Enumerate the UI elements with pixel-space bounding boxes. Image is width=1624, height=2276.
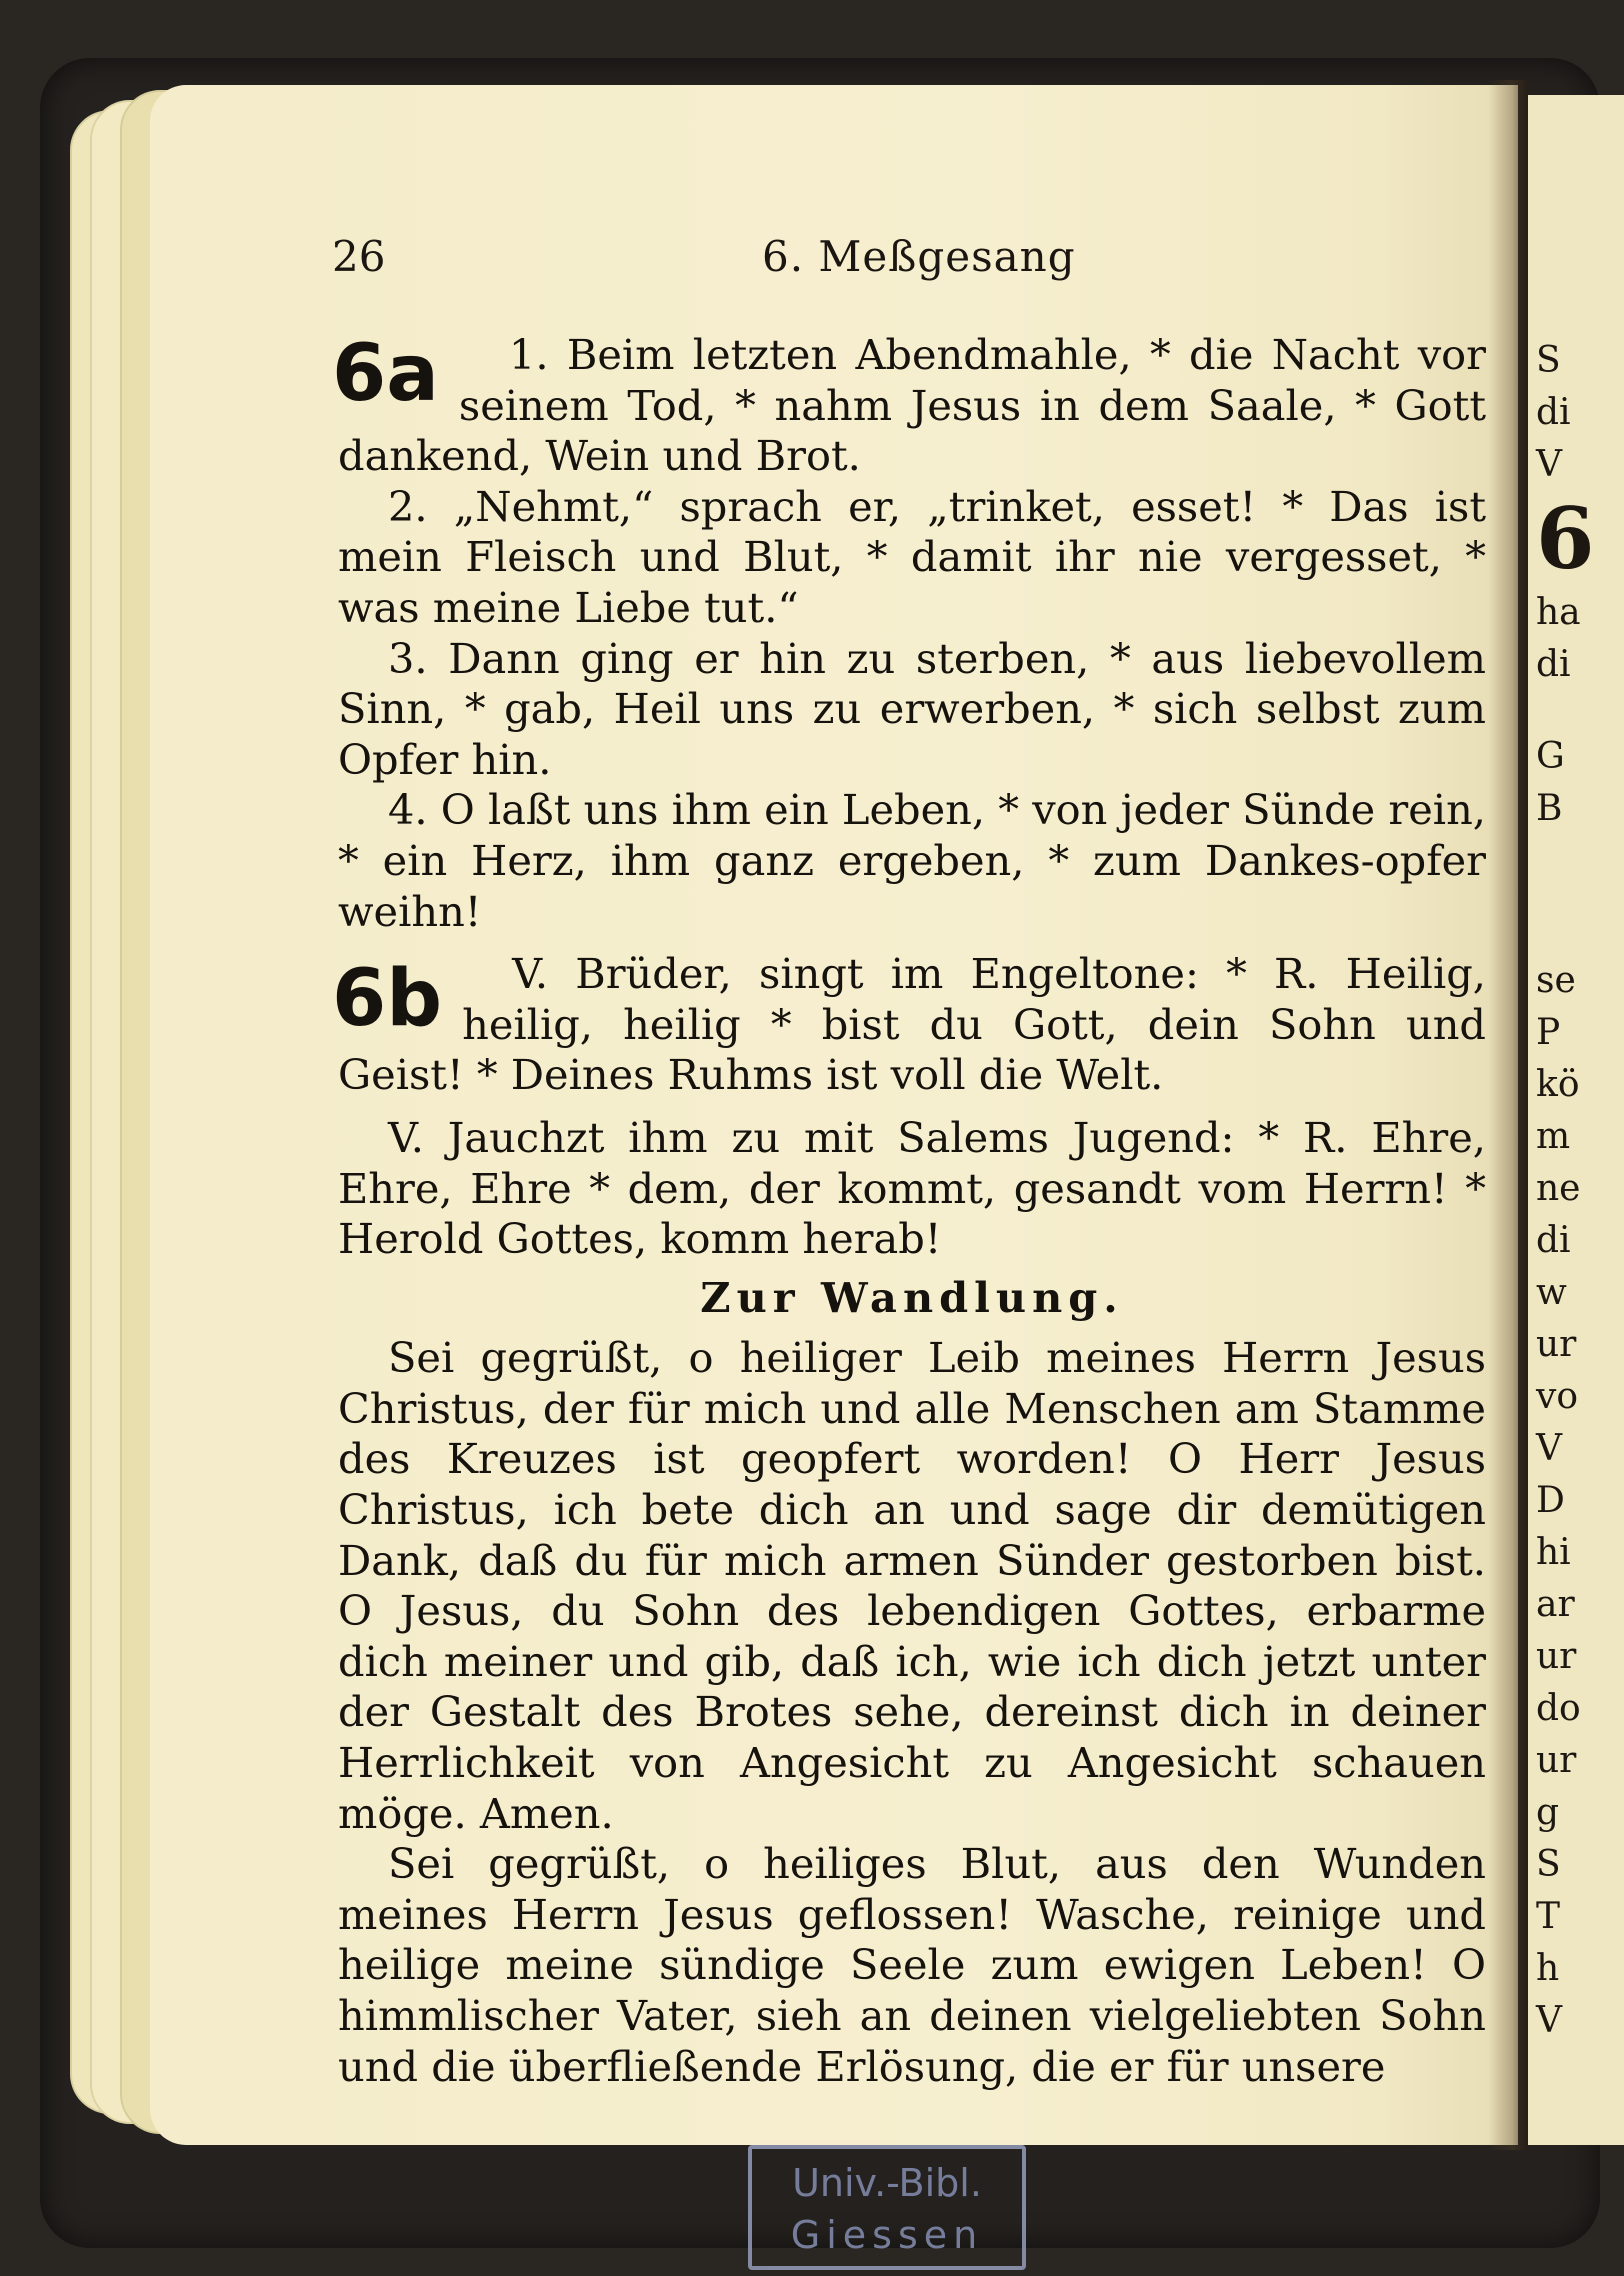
right-page-text-fragments <box>1536 335 1594 2047</box>
page-header <box>332 232 1492 292</box>
fragment: se <box>1536 960 1576 1001</box>
hymn-verse: 3. Dann ging er hin zu sterben, * aus liebevollem Sinn, * gab, Heil uns zu erwerben, * sich selbst zum Opfer hin. <box>338 633 1486 784</box>
fragment: h <box>1536 1948 1560 1989</box>
fragment: ur <box>1536 1636 1577 1677</box>
fragment: w <box>1536 1272 1567 1313</box>
right-page-edge <box>1528 95 1624 2145</box>
fragment: T <box>1536 1896 1561 1937</box>
hymn-verse: 2. „Nehmt,“ sprach er, „trinket, esset! * Das ist mein Fleisch und Blut, * damit ihr nie vergesset, * was meine Liebe tut.“ <box>338 481 1486 632</box>
prayer-paragraph: Sei gegrüßt, o heiliger Leib meines Herrn Jesus Christus, der für mich und alle Menschen am Stamme des Kreuzes ist geopfert worden! O Herr Jesus Christus, ich bete dich an und sage dir demütigen Dank, daß du für mich armen Sünder gestorben bist. O Jesus, du Sohn des lebendigen Gottes, erbarme dich meiner und gib, daß ich, wie ich dich jetzt unter der Gestalt des Brotes sehe, dereinst dich in deiner Herrlichkeit von Angesicht zu Angesicht schauen möge. Amen. <box>338 1333 1486 1838</box>
fragment: V <box>1536 1428 1562 1469</box>
versicle-response: V. Brüder, singt im Engeltone: * R. Heilig, heilig, heilig * bist du Gott, dein Sohn und Geist! * Deines Ruhms ist voll die Welt. <box>338 949 1486 1100</box>
fragment: S <box>1536 340 1561 381</box>
fragment: V <box>1536 444 1562 485</box>
fragment: D <box>1536 1480 1565 1521</box>
book-gutter <box>1488 80 1528 2150</box>
fragment: G <box>1536 736 1565 777</box>
fragment: vo <box>1536 1376 1579 1417</box>
section-heading: Zur Wandlung. <box>700 1272 1124 1322</box>
fragment: ha <box>1536 592 1581 633</box>
fragment: ne <box>1536 1168 1581 1209</box>
fragment: ur <box>1536 1740 1577 1781</box>
page-number: 26 <box>332 232 386 281</box>
hymn-verse: 1. Beim letzten Abendmahle, * die Nacht vor seinem Tod, * nahm Jesus in dem Saale, * Gott dankend, Wein und Brot. <box>338 330 1486 481</box>
fragment: kö <box>1536 1064 1580 1105</box>
fragment: g <box>1536 1792 1560 1833</box>
versicle-response: V. Jauchzt ihm zu mit Salems Jugend: * R. Ehre, Ehre, Ehre * dem, der kommt, gesandt vom Herrn! * Herold Gottes, komm herab! <box>338 1112 1486 1264</box>
fragment: hi <box>1536 1532 1571 1573</box>
fragment: V <box>1536 2000 1562 2041</box>
stamp-line: Univ.-Bibl. <box>792 2161 982 2205</box>
section-marker-6b: 6b <box>332 954 443 1045</box>
fragment: m <box>1536 1116 1571 1157</box>
prayer-paragraph: Sei gegrüßt, o heiliges Blut, aus den Wunden meines Herrn Jesus geflossen! Wasche, reinige und heilige meine sündige Seele zum ewigen Leben! O himmlischer Vater, sieh an deinen vielgeliebten Sohn und die überfließende Erlösung, die er für unsere <box>338 1839 1486 2091</box>
running-title: 6. Meßgesang <box>762 232 1076 281</box>
fragment: do <box>1536 1688 1581 1729</box>
fragment: ur <box>1536 1324 1577 1365</box>
library-stamp <box>748 2145 1026 2270</box>
fragment: di <box>1536 392 1571 433</box>
fragment: B <box>1536 788 1563 829</box>
stamp-line: Giessen <box>790 2213 984 2257</box>
section-marker-6a: 6a <box>332 329 439 419</box>
fragment: di <box>1536 1220 1571 1261</box>
fragment: 6 <box>1536 489 1595 588</box>
fragment: S <box>1536 1844 1561 1885</box>
fragment: di <box>1536 644 1571 685</box>
fragment: ar <box>1536 1584 1575 1625</box>
page-body <box>332 329 1486 2092</box>
hymn-verse: 4. O laßt uns ihm ein Leben, * von jeder Sünde rein, * ein Herz, ihm ganz ergeben, * zum Dankes-opfer weihn! <box>338 785 1486 936</box>
fragment: P <box>1536 1012 1561 1053</box>
